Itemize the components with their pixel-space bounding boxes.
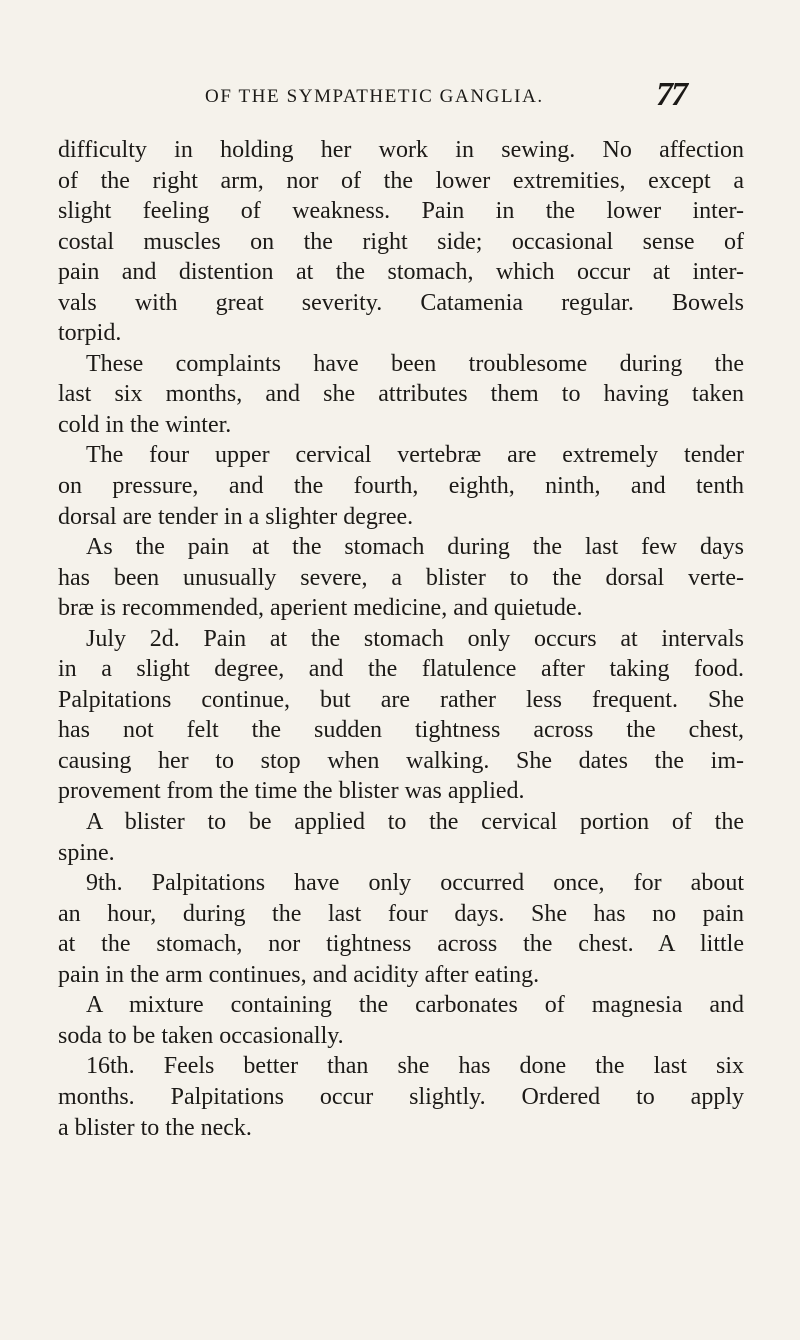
text-line: bræ is recommended, aperient medicine, and quietude. — [58, 595, 583, 622]
paragraph-start-line: As the pain at the stomach during the last few days — [86, 534, 744, 561]
paragraph-start-line: July 2d. Pain at the stomach only occurs at intervals — [86, 625, 744, 652]
text-line: a blister to the neck. — [58, 1114, 252, 1141]
text-line: dorsal are tender in a slighter degree. — [58, 503, 414, 530]
text-line: spine. — [58, 839, 115, 866]
text-line: pain and distention at the stomach, which occur at inter- — [58, 259, 744, 286]
paragraph-start-line: A mixture containing the carbonates of magnesia and — [86, 992, 744, 1019]
text-line: Palpitations continue, but are rather less frequent. She — [58, 686, 744, 713]
text-line: pain in the arm continues, and acidity after eating. — [58, 961, 540, 988]
paragraph-start-line: 16th. Feels better than she has done the last six — [86, 1053, 744, 1080]
text-line: cold in the winter. — [58, 411, 232, 438]
text-line: has not felt the sudden tightness across the chest, — [58, 717, 744, 744]
text-line: last six months, and she attributes them to having taken — [58, 381, 744, 408]
text-line: torpid. — [58, 320, 122, 347]
text-line: soda to be taken occasionally. — [58, 1022, 344, 1049]
text-line: has been unusually severe, a blister to the dorsal verte- — [58, 564, 744, 591]
running-head — [0, 76, 800, 122]
text-line: an hour, during the last four days. She has no pain — [58, 900, 744, 927]
text-line: of the right arm, nor of the lower extremities, except a — [58, 167, 744, 194]
paragraph-start-line: A blister to be applied to the cervical portion of the — [86, 809, 744, 836]
paragraph-start-line: 9th. Palpitations have only occurred once, for about — [86, 870, 744, 897]
text-line: months. Palpitations occur slightly. Ordered to apply — [58, 1083, 744, 1110]
running-title: OF THE SYMPATHETIC GANGLIA. — [205, 86, 544, 107]
paragraph-start-line: The four upper cervical vertebræ are extremely tender — [86, 442, 744, 469]
text-line: slight feeling of weakness. Pain in the lower inter- — [58, 198, 744, 225]
body-text — [58, 135, 744, 1143]
text-line: costal muscles on the right side; occasional sense of — [58, 228, 744, 255]
page-number: 77 — [656, 76, 686, 113]
text-line: provement from the time the blister was applied. — [58, 778, 525, 805]
text-line: causing her to stop when walking. She dates the im- — [58, 747, 744, 774]
text-line: in a slight degree, and the flatulence after taking food. — [58, 656, 744, 683]
text-line: on pressure, and the fourth, eighth, ninth, and tenth — [58, 473, 744, 500]
text-line: vals with great severity. Catamenia regular. Bowels — [58, 289, 744, 316]
text-line: difficulty in holding her work in sewing. No affection — [58, 137, 744, 163]
text-line: at the stomach, nor tightness across the chest. A little — [58, 931, 744, 958]
paragraph-start-line: These complaints have been troublesome during the — [86, 350, 744, 377]
